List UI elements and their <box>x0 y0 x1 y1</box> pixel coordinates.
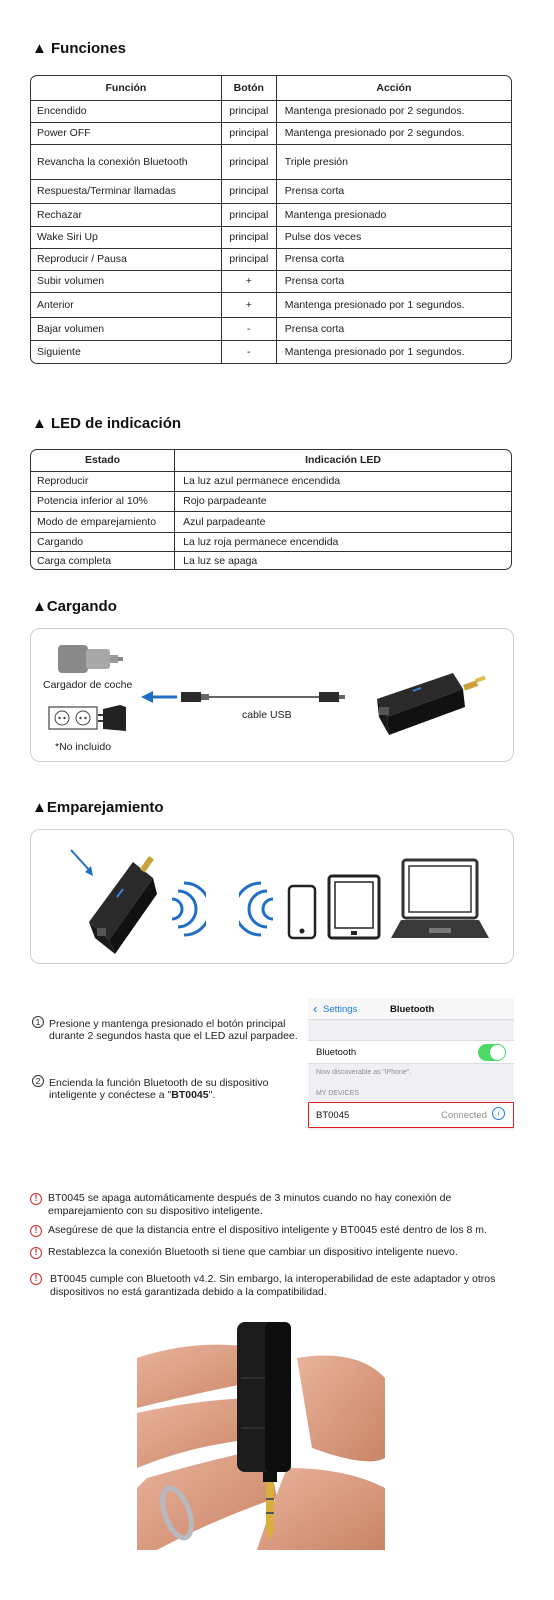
my-devices-header: MY DEVICES <box>316 1090 360 1097</box>
discoverable-note: Now discoverable as "iPhone". <box>316 1069 412 1076</box>
warning-2: Asegúrese de que la distancia entre el dispositivo inteligente y BT0045 esté dentro de los 8 m. <box>48 1224 487 1236</box>
cell-accion: Mantenga presionado por 2 segundos. <box>276 100 511 122</box>
product-in-hand-photo <box>137 1318 385 1550</box>
bluetooth-row-label: Bluetooth <box>316 1047 357 1058</box>
cell-funcion: Reproducir / Pausa <box>31 248 221 270</box>
info-circle-icon[interactable]: i <box>492 1107 505 1120</box>
cell-funcion: Rechazar <box>31 203 221 226</box>
bt-adapter-image <box>61 842 171 957</box>
table-row <box>31 203 511 226</box>
step-1-number: 1 <box>32 1016 44 1028</box>
cell-funcion: Siguiente <box>31 340 221 363</box>
table-row <box>31 292 511 317</box>
cell-estado: Reproducir <box>31 471 175 491</box>
led-title: ▲ LED de indicación <box>32 415 182 432</box>
warning-3: Restablezca la conexión Bluetooth si tiene que cambiar un dispositivo inteligente nuevo. <box>48 1246 458 1258</box>
cell-funcion: Anterior <box>31 292 221 317</box>
table-row <box>31 491 511 511</box>
warning-1: BT0045 se apaga automáticamente después de 3 minutos cuando no hay conexión de emparejamiento con su dispositivo inteligente. <box>48 1192 452 1217</box>
cell-boton: - <box>221 317 276 340</box>
step-2-text-start: Encienda la función Bluetooth de su dispositivo inteligente y conéctese a " <box>49 1077 269 1101</box>
table-row <box>31 317 511 340</box>
cell-funcion: Power OFF <box>31 122 221 144</box>
cell-funcion: Wake Siri Up <box>31 226 221 248</box>
header-boton: Botón <box>221 76 276 100</box>
phone-icon <box>287 884 317 940</box>
cell-estado: Modo de emparejamiento <box>31 511 175 532</box>
table-row <box>31 179 511 203</box>
device-name-bold: BT0045 <box>171 1089 209 1101</box>
cell-accion: Prensa corta <box>276 179 511 203</box>
cell-accion: Prensa corta <box>276 270 511 292</box>
cell-funcion: Revancha la conexión Bluetooth <box>31 144 221 179</box>
cell-boton: principal <box>221 179 276 203</box>
cell-accion: Triple presión <box>276 144 511 179</box>
emparejamiento-title: ▲Emparejamiento <box>32 799 164 816</box>
cell-funcion: Subir volumen <box>31 270 221 292</box>
cell-accion: Mantenga presionado <box>276 203 511 226</box>
funciones-table <box>30 75 512 364</box>
table-row <box>31 144 511 179</box>
chevron-left-icon[interactable]: ‹ <box>313 1001 318 1016</box>
table-row <box>31 551 511 570</box>
step-2-text-end: ". <box>208 1089 216 1101</box>
header-accion: Acción <box>276 76 511 100</box>
usb-cable-label: cable USB <box>242 709 292 721</box>
ios-page-title: Bluetooth <box>390 1004 435 1015</box>
table-row <box>31 248 511 270</box>
charging-panel <box>30 628 514 762</box>
cell-indicacion: Azul parpadeante <box>175 511 511 532</box>
step-2-text <box>49 1077 299 1101</box>
cell-boton: principal <box>221 248 276 270</box>
exclamation-circle-icon: ! <box>30 1225 42 1237</box>
header-estado: Estado <box>31 450 175 471</box>
cell-accion: Mantenga presionado por 1 segundos. <box>276 292 511 317</box>
cell-boton: principal <box>221 144 276 179</box>
step-2-number: 2 <box>32 1075 44 1087</box>
cell-accion: Mantenga presionado por 2 segundos. <box>276 122 511 144</box>
usb-cable-icon <box>139 687 354 707</box>
exclamation-circle-icon: ! <box>30 1247 42 1259</box>
wall-charger-icon <box>48 703 130 733</box>
cell-boton: principal <box>221 122 276 144</box>
device-status: Connected <box>441 1110 487 1121</box>
tablet-icon <box>327 874 381 940</box>
cell-funcion: Bajar volumen <box>31 317 221 340</box>
device-name: BT0045 <box>316 1110 350 1121</box>
led-table <box>30 449 512 570</box>
table-row <box>31 122 511 144</box>
cell-boton: principal <box>221 226 276 248</box>
table-row <box>31 340 511 363</box>
header-indicacion: Indicación LED <box>175 450 511 471</box>
settings-back-link[interactable]: Settings <box>323 1004 358 1015</box>
table-row <box>31 532 511 551</box>
laptop-icon <box>389 858 491 942</box>
cell-estado: Cargando <box>31 532 175 551</box>
header-funcion: Función <box>31 76 221 100</box>
cell-indicacion: La luz azul permanece encendida <box>175 471 511 491</box>
table-row <box>31 226 511 248</box>
warning-4: BT0045 cumple con Bluetooth v4.2. Sin embargo, la interoperabilidad de este adaptador y otros dispositivos no está garantizada debido a la compatibilidad. <box>50 1273 496 1298</box>
cell-indicacion: La luz roja permanece encendida <box>175 532 511 551</box>
car-charger-icon <box>56 643 126 675</box>
car-charger-label: Cargador de coche <box>43 679 133 691</box>
cell-estado: Potencia inferior al 10% <box>31 491 175 511</box>
cell-boton: principal <box>221 203 276 226</box>
cargando-title: ▲Cargando <box>32 598 117 615</box>
funciones-title: ▲ Funciones <box>32 40 127 57</box>
cell-indicacion: La luz se apaga <box>183 554 258 567</box>
signal-waves-icon <box>166 877 206 941</box>
bt-adapter-image <box>371 655 491 735</box>
table-row <box>31 471 511 491</box>
ios-nav-bar <box>308 998 514 1020</box>
cell-accion: Prensa corta <box>276 248 511 270</box>
bluetooth-toggle[interactable] <box>478 1044 506 1061</box>
table-row <box>31 270 511 292</box>
cell-funcion: Encendido <box>31 100 221 122</box>
table-row <box>31 100 511 122</box>
device-row-bt0045[interactable] <box>308 1102 514 1128</box>
toggle-knob <box>490 1045 505 1060</box>
cell-boton: + <box>221 270 276 292</box>
signal-waves-icon <box>239 877 279 941</box>
cell-boton: + <box>221 292 276 317</box>
table-row <box>31 511 511 532</box>
ios-bluetooth-screen <box>308 998 514 1130</box>
exclamation-circle-icon: ! <box>30 1273 42 1285</box>
cell-boton: principal <box>221 100 276 122</box>
cell-accion: Prensa corta <box>276 317 511 340</box>
pairing-panel <box>30 829 514 964</box>
cell-boton: - <box>221 340 276 363</box>
cell-accion: Mantenga presionado por 1 segundos. <box>284 345 465 358</box>
cell-indicacion: Rojo parpadeante <box>175 491 511 511</box>
cell-estado: Carga completa <box>31 551 175 570</box>
not-included-label: *No incluido <box>55 741 112 753</box>
step-1-text: Presione y mantenga presionado el botón principal durante 2 segundos hasta que el LED azul parpadee. <box>49 1018 298 1042</box>
cell-accion: Pulse dos veces <box>276 226 511 248</box>
exclamation-circle-icon: ! <box>30 1193 42 1205</box>
bluetooth-row <box>308 1040 514 1064</box>
cell-funcion: Respuesta/Terminar llamadas <box>31 179 221 203</box>
